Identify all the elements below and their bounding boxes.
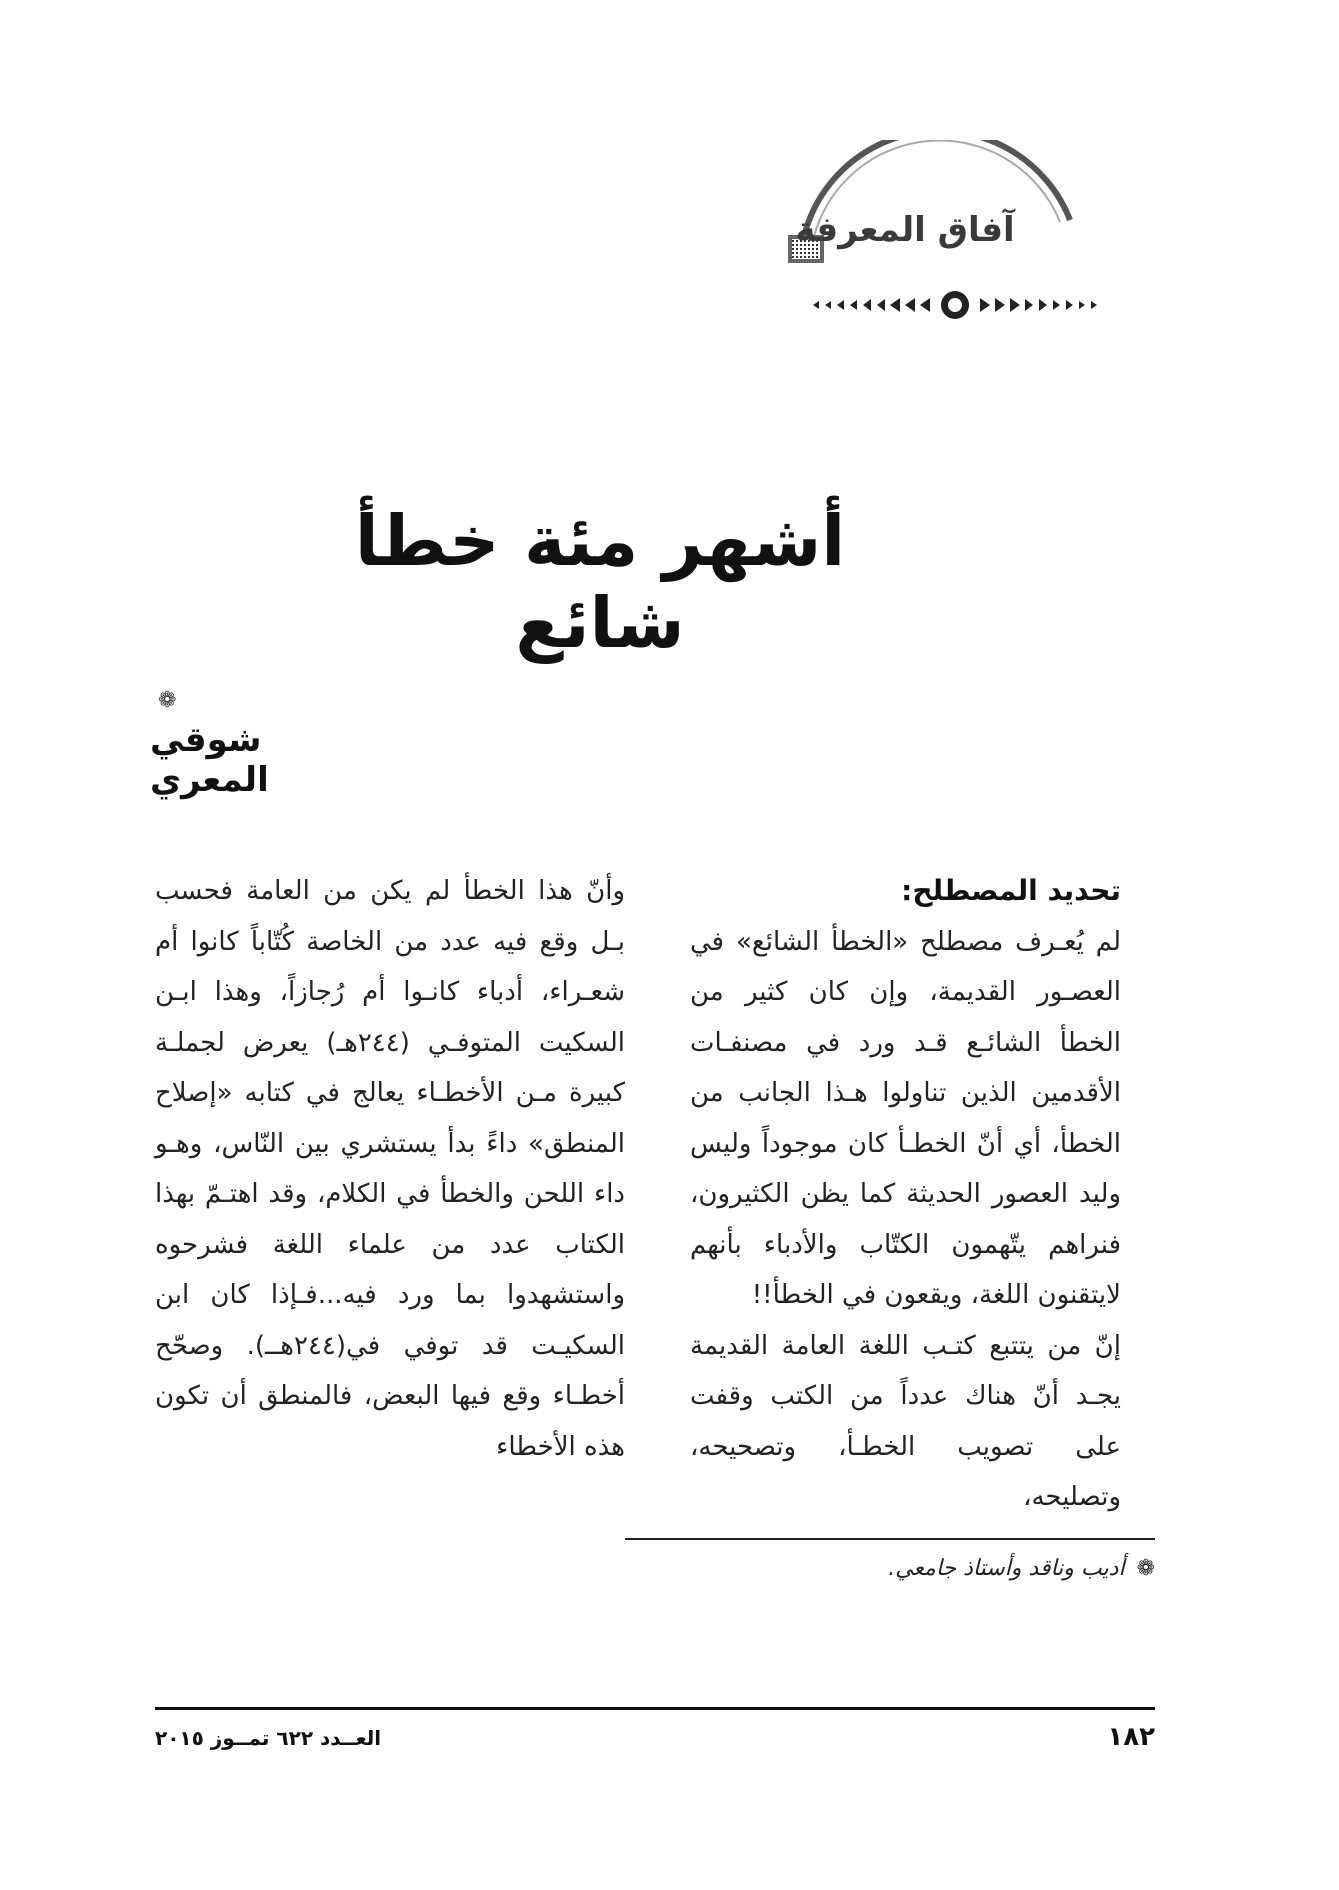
paragraph: وأنّ هذا الخطأ لم يكن من العامة فحسب بـل وقع فيه عدد من الخاصة كُتّاباً كانوا أم شعـراء، أدباء كانـوا أم رُجازاً، وهذا ابـن السكيت المتوفـي (٢٤٤هـ) يعرض لجملـة كبيرة مـن الأخطـاء يعالج في كتابه «إصلاح المنطق» داءً بدأ يستشري بين النّاس، وهـو داء اللحن والخطأ في الكلام، وقد اهتـمّ بهذا الكتاب عدد من علماء اللغة فشرحوه واستشهدوا بما ورد فيه...فـإذا كان ابن السكيـت قد توفي في(٢٤٤هــ). وصحّح أخطـاء وقع فيها البعض، فالمنطق أن تكون هذه الأخطاء bbox=[155, 876, 625, 1462]
footnote-mark-icon: ❁ bbox=[1136, 1556, 1155, 1581]
author-mark-icon: ❁ bbox=[158, 688, 177, 713]
footer-divider bbox=[155, 1707, 1155, 1710]
column-right bbox=[690, 866, 1155, 1523]
author-name: شوقي المعري bbox=[150, 720, 269, 800]
column-left bbox=[155, 866, 625, 1472]
logo-text: آفاق المعرفة bbox=[795, 210, 1015, 250]
footnote bbox=[690, 1556, 1155, 1581]
footnote-divider bbox=[625, 1538, 1155, 1540]
footnote-text: أديب وناقد وأستاذ جامعي. bbox=[888, 1556, 1125, 1581]
paragraph: لم يُعـرف مصطلح «الخطأ الشائع» في العصـور القديمة، وإن كان كثير من الخطأ الشائـع قـد ورد في مصنفـات الأقدمين الذين تناولوا هـذا الجانب من الخطأ، أي أنّ الخطـأ كان موجوداً وليس وليد العصور الحديثة كما يظن الكثيرون، فنراهم يتّهمون الكتّاب والأدباء بأنهم لايتقنون اللغة، ويقعون في الخطأ!! bbox=[690, 926, 1121, 1310]
paragraph: إنّ من يتتبع كتـب اللغة العامة القديمة يجـد أنّ هناك عدداً من الكتب وقفت على تصويب الخطـأ، وتصحيحه، وتصليحه، bbox=[690, 1330, 1121, 1512]
issue-info: العــدد ٦٢٢ تمــوز ٢٠١٥ bbox=[155, 1726, 382, 1750]
magazine-logo bbox=[740, 140, 1170, 330]
page-number: ١٨٢ bbox=[1107, 1722, 1155, 1752]
section-subheading: تحديد المصطلح: bbox=[901, 874, 1121, 907]
article-title: أشهر مئة خطأ شائع bbox=[354, 500, 846, 664]
